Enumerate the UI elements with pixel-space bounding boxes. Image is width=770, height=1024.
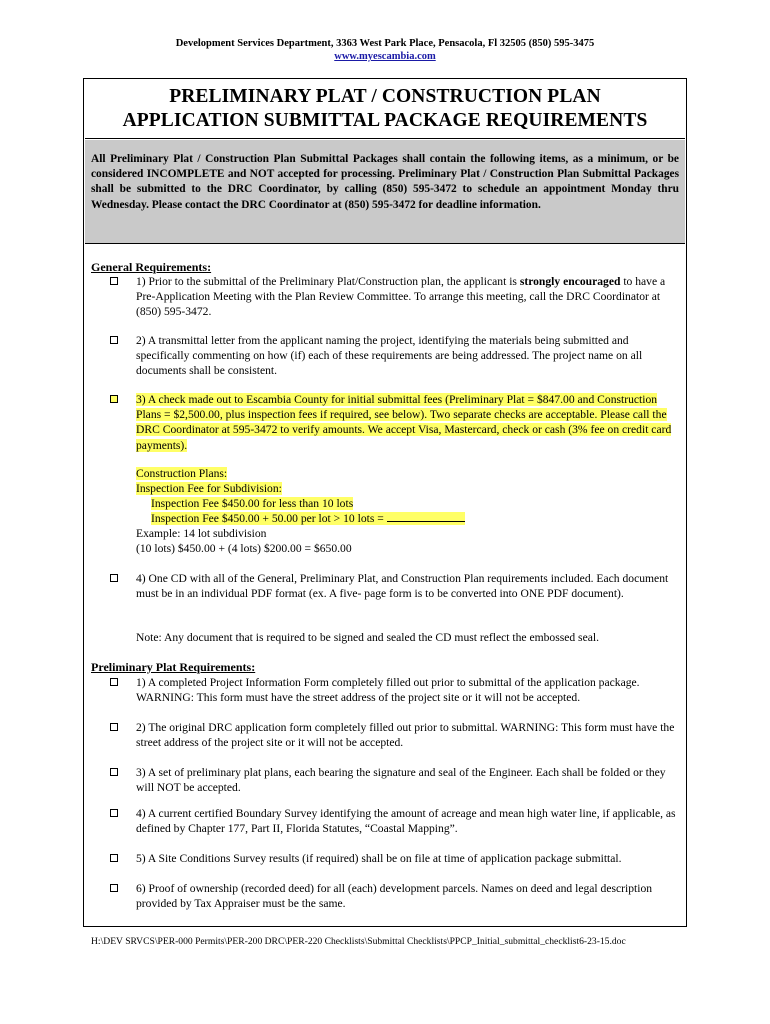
general-item-3: 3) A check made out to Escambia County for initial submittal fees (Preliminary Plat = $847.00 and Construction Plans = $2,500.00, plus inspection fees if required, see below). Two separate checks are acceptable. Please call the DRC Coordinator at 595-3472 to verify amounts. We accept Visa, Mastercard, check or cash (3% fee on credit card payments). (110, 392, 682, 453)
preliminary-item-3: 3) A set of preliminary plat plans, each bearing the signature and seal of the Engineer. Each shall be folded or they will NOT be accepted. (110, 765, 682, 795)
inspection-fee-heading: Inspection Fee for Subdivision: (136, 482, 282, 495)
checkbox-icon[interactable] (110, 574, 118, 582)
intro-paragraph: All Preliminary Plat / Construction Plan Submittal Packages shall contain the following items, as a minimum, or be considered INCOMPLETE and NOT accepted for processing. Preliminary Plat / Construction Plan Submittal Packages shall be submitted to the DRC Coordinator, by calling (850) 595-3472 to schedule an appointment Monday thru Wednesday. Please contact the DRC Coordinator at (850) 595-3472 for deadline information. (85, 140, 685, 244)
general-item-4: 4) One CD with all of the General, Preliminary Plat, and Construction Plan requirements included. Each document must be in an individual PDF format (ex. A five- page form is to be converted into ONE PDF document). (110, 571, 682, 601)
checkbox-icon[interactable] (110, 854, 118, 862)
checkbox-icon[interactable] (110, 884, 118, 892)
example-line-2: (10 lots) $450.00 + (4 lots) $200.00 = $650.00 (136, 542, 352, 555)
preliminary-item-6: 6) Proof of ownership (recorded deed) for all (each) development parcels. Names on deed and legal description provided by Tax Appraiser must be the same. (110, 881, 682, 911)
preliminary-item-5: 5) A Site Conditions Survey results (if required) shall be on file at time of application package submittal. (110, 851, 682, 866)
checkbox-icon[interactable] (110, 723, 118, 731)
preliminary-item-1: 1) A completed Project Information Form completely filled out prior to submittal of the application package. WARNING: This form must have the street address of the project site or it will not be accepted. (110, 675, 682, 705)
general-requirements-heading: General Requirements: (91, 260, 212, 274)
example-line-1: Example: 14 lot subdivision (136, 527, 267, 540)
general-item-1: 1) Prior to the submittal of the Preliminary Plat/Construction plan, the applicant is strongly encouraged to have a Pre-Application Meeting with the Plan Review Committee. To arrange this meeting, call the DRC Coordinator at (850) 595-3472. (110, 274, 682, 320)
title-line-2: APPLICATION SUBMITTAL PACKAGE REQUIREMENTS (122, 110, 648, 131)
checkbox-icon[interactable] (110, 395, 118, 403)
fee-line-2: Inspection Fee $450.00 + 50.00 per lot > 10 lots = (151, 511, 465, 526)
preliminary-item-4: 4) A current certified Boundary Survey identifying the amount of acreage and mean high water line, if applicable, as defined by Chapter 177, Part II, Florida Statutes, “Coastal Mapping”. (110, 806, 682, 836)
department-header: Development Services Department, 3363 West Park Place, Pensacola, Fl 32505 (850) 595-3475 (175, 38, 595, 49)
file-path-footer: H:\DEV SRVCS\PER-000 Permits\PER-200 DRC\PER-220 Checklists\Submittal Checklists\PPCP_Initial_submittal_checklist6-23-15.doc (91, 936, 626, 947)
checkbox-icon[interactable] (110, 809, 118, 817)
preliminary-item-2: 2) The original DRC application form completely filled out prior to submittal. WARNING: This form must have the street address of the project site or it will not be accepted. (110, 720, 682, 750)
checkbox-icon[interactable] (110, 336, 118, 344)
fee-line-1: Inspection Fee $450.00 for less than 10 lots (151, 497, 354, 510)
preliminary-plat-heading: Preliminary Plat Requirements: (91, 660, 256, 674)
checkbox-icon[interactable] (110, 277, 118, 285)
construction-plans-label: Construction Plans: (136, 467, 228, 480)
general-item-2: 2) A transmittal letter from the applicant naming the project, identifying the materials being submitted and specifically commenting on how (if) each of these requirements are being addressed. The project name on all documents shall be consistent. (110, 333, 682, 379)
cd-note: Note: Any document that is required to be signed and sealed the CD must reflect the embossed seal. (136, 631, 599, 644)
website-link[interactable]: www.myescambia.com (334, 51, 436, 62)
checkbox-icon[interactable] (110, 768, 118, 776)
checkbox-icon[interactable] (110, 678, 118, 686)
fee-blank-field[interactable] (387, 511, 465, 522)
page-title (85, 80, 685, 139)
title-line-1: PRELIMINARY PLAT / CONSTRUCTION PLAN (169, 86, 601, 107)
